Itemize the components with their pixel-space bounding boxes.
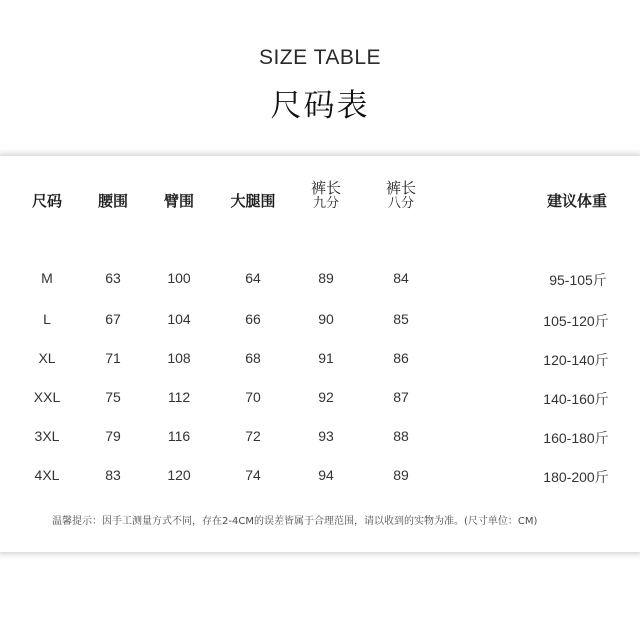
- header-length-nine: [311, 180, 341, 212]
- cell-waist: 79: [105, 428, 121, 444]
- cell-length-eight: 85: [393, 311, 409, 327]
- cell-size: 4XL: [34, 467, 60, 483]
- cell-length-eight: 88: [393, 428, 409, 444]
- cell-size: XL: [38, 350, 56, 366]
- cell-size: M: [41, 270, 53, 286]
- header-waist: 腰围: [97, 192, 129, 210]
- cell-length-eight: 86: [393, 350, 409, 366]
- cell-length-nine: 93: [318, 428, 334, 444]
- cell-size: 3XL: [34, 428, 60, 444]
- cell-size: XXL: [33, 389, 61, 405]
- header-length-eight: [386, 180, 416, 212]
- header-weight: 建议体重: [546, 192, 608, 210]
- cell-waist: 67: [105, 311, 121, 327]
- cell-length-eight: 84: [393, 270, 409, 286]
- header-size: 尺码: [31, 192, 63, 210]
- cell-length-nine: 89: [318, 270, 334, 286]
- cell-length-nine: 92: [318, 389, 334, 405]
- cell-arm: 112: [167, 389, 191, 405]
- cell-arm: 108: [167, 350, 191, 366]
- cell-size: L: [43, 311, 51, 327]
- header-length-nine-top: 裤长: [310, 179, 342, 197]
- title-chinese: 尺码表: [270, 88, 370, 124]
- header-length-nine-bottom: 九分: [312, 196, 340, 211]
- cell-weight: 140-160斤: [543, 391, 609, 407]
- cell-waist: 83: [105, 467, 121, 483]
- cell-waist: 71: [105, 350, 121, 366]
- cell-thigh: 64: [245, 270, 261, 286]
- cell-thigh: 72: [245, 428, 261, 444]
- cell-arm: 100: [167, 270, 191, 286]
- cell-weight: 95-105斤: [549, 272, 607, 288]
- cell-waist: 75: [105, 389, 121, 405]
- cell-thigh: 66: [245, 311, 261, 327]
- cell-length-nine: 94: [318, 467, 334, 483]
- cell-length-nine: 90: [318, 311, 334, 327]
- cell-length-eight: 87: [393, 389, 409, 405]
- cell-length-nine: 91: [318, 350, 334, 366]
- cell-thigh: 74: [245, 467, 261, 483]
- header-length-eight-top: 裤长: [385, 179, 417, 197]
- cell-weight: 120-140斤: [543, 352, 609, 368]
- header-arm: 臂围: [163, 192, 195, 210]
- header-thigh: 大腿围: [230, 192, 276, 210]
- cell-weight: 160-180斤: [543, 430, 609, 446]
- cell-waist: 63: [105, 270, 121, 286]
- cell-weight: 105-120斤: [543, 313, 609, 329]
- cell-arm: 104: [167, 311, 191, 327]
- cell-length-eight: 89: [393, 467, 409, 483]
- cell-thigh: 68: [245, 350, 261, 366]
- header-length-eight-bottom: 八分: [387, 196, 415, 211]
- title-english: SIZE TABLE: [258, 46, 382, 69]
- cell-weight: 180-200斤: [543, 469, 609, 485]
- cell-arm: 116: [167, 428, 191, 444]
- cell-arm: 120: [167, 467, 191, 483]
- cell-thigh: 70: [245, 389, 261, 405]
- measurement-note: 温馨提示：因手工测量方式不同，存在2-4CM的误差皆属于合理范围，请以收到的实物为准。(尺寸单位：CM): [52, 516, 538, 527]
